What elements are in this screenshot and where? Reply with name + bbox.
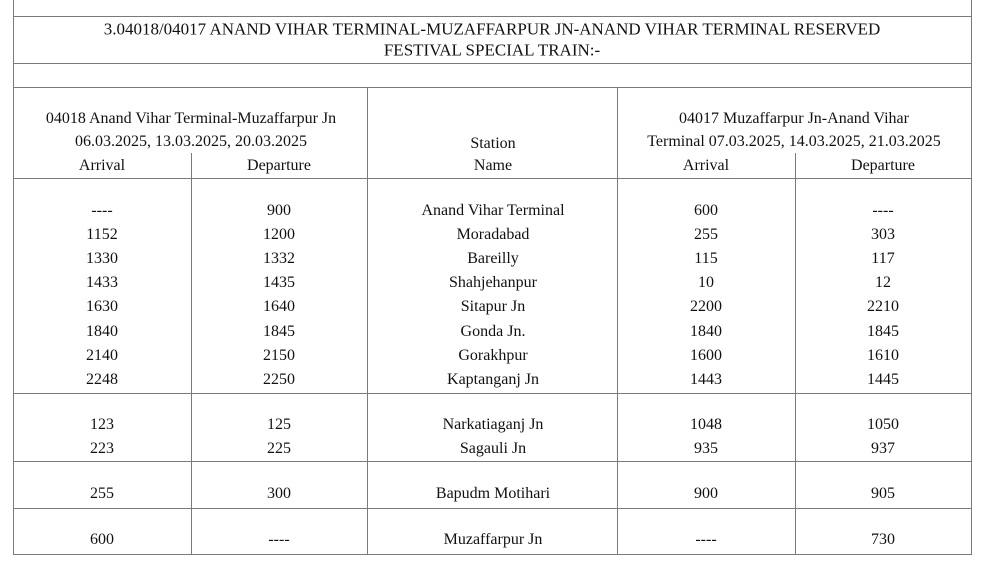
left-arrival-cell: 1630	[86, 298, 118, 315]
rule-spacer-bottom	[13, 87, 971, 88]
station-name-cell: Gonda Jn.	[460, 323, 526, 340]
left-arrival-cell: 2248	[86, 371, 118, 388]
station-name-cell: Bareilly	[467, 250, 519, 267]
right-arrival-cell: 115	[694, 250, 718, 267]
right-departure-cell: 2210	[867, 298, 899, 315]
rule-bottom	[13, 554, 971, 555]
title-line-1: 3.04018/04017 ANAND VIHAR TERMINAL-MUZAFFARPUR JN-ANAND VIHAR TERMINAL RESERVED	[103, 19, 881, 39]
right-arrival-cell: 255	[694, 226, 718, 243]
left-departure-cell: 300	[267, 485, 291, 502]
right-arrival-cell: 2200	[690, 298, 722, 315]
left-train-dates: 06.03.2025, 13.03.2025, 20.03.2025	[75, 133, 307, 150]
right-departure-cell: ----	[872, 202, 894, 219]
rule-top	[13, 16, 971, 17]
left-arrival-cell: 1152	[86, 226, 118, 243]
left-departure-header: Departure	[247, 157, 311, 174]
left-departure-cell: 225	[267, 440, 291, 457]
right-departure-cell: 12	[875, 274, 891, 291]
right-departure-cell: 730	[871, 531, 895, 548]
station-name-cell: Sagauli Jn	[459, 440, 527, 457]
left-arrival-cell: 255	[90, 485, 114, 502]
right-departure-cell: 1845	[867, 323, 899, 340]
right-departure-cell: 937	[871, 440, 895, 457]
left-arrival-cell: 600	[90, 531, 114, 548]
left-arrival-cell: 1330	[86, 250, 118, 267]
rule-header-bottom	[13, 178, 971, 179]
station-name-cell: Sitapur Jn	[460, 298, 526, 315]
right-arrival-cell: 935	[694, 440, 718, 457]
right-arrival-cell: 1840	[690, 323, 722, 340]
title-line-2: FESTIVAL SPECIAL TRAIN:-	[383, 40, 601, 60]
right-arrival-cell: 1443	[690, 371, 722, 388]
rule-title-bottom	[13, 63, 971, 64]
right-departure-cell: 117	[871, 250, 895, 267]
left-departure-cell: 125	[267, 416, 291, 433]
station-header-line-1: Station	[470, 135, 516, 152]
rule-right-train-edge	[617, 87, 618, 555]
right-arrival-cell: 1600	[690, 347, 722, 364]
rule-right-arr-dep	[795, 153, 796, 555]
right-departure-cell: 303	[871, 226, 895, 243]
right-arrival-cell: 10	[698, 274, 714, 291]
left-train-name: 04018 Anand Vihar Terminal-Muzaffarpur Jn	[45, 110, 337, 127]
left-departure-cell: 1200	[263, 226, 295, 243]
right-train-name: 04017 Muzaffarpur Jn-Anand Vihar	[679, 110, 909, 127]
left-departure-cell: ----	[268, 531, 290, 548]
rule-left-train-edge	[367, 87, 368, 555]
left-departure-cell: 1332	[263, 250, 295, 267]
station-name-cell: Shahjehanpur	[449, 274, 537, 291]
rule-left-edge	[13, 0, 14, 555]
station-name-cell: Muzaffarpur Jn	[443, 531, 543, 548]
rule-left-arr-dep	[191, 153, 192, 555]
right-arrival-header: Arrival	[682, 157, 730, 174]
right-departure-cell: 1050	[867, 416, 899, 433]
station-name-cell: Narkatiaganj Jn	[442, 416, 544, 433]
station-name-cell: Moradabad	[456, 226, 530, 243]
station-name-cell: Gorakhpur	[458, 347, 528, 364]
right-arrival-cell: 600	[694, 202, 718, 219]
station-name-cell: Anand Vihar Terminal	[421, 202, 565, 219]
left-arrival-cell: 1840	[86, 323, 118, 340]
left-arrival-cell: 1433	[86, 274, 118, 291]
station-name-cell: Kaptanganj Jn	[447, 371, 539, 388]
left-arrival-header: Arrival	[78, 157, 126, 174]
left-departure-cell: 2250	[263, 371, 295, 388]
right-train-dates: Terminal 07.03.2025, 14.03.2025, 21.03.2025	[647, 133, 941, 150]
left-arrival-cell: 223	[90, 440, 114, 457]
station-header-line-2: Name	[473, 157, 513, 174]
right-departure-cell: 1445	[867, 371, 899, 388]
right-arrival-cell: ----	[695, 531, 717, 548]
left-departure-cell: 1640	[263, 298, 295, 315]
left-departure-cell: 900	[267, 202, 291, 219]
right-departure-cell: 1610	[867, 347, 899, 364]
left-departure-cell: 1845	[263, 323, 295, 340]
left-arrival-cell: 2140	[86, 347, 118, 364]
left-arrival-cell: 123	[90, 416, 114, 433]
station-name-cell: Bapudm Motihari	[435, 485, 551, 502]
rule-row-group-1	[13, 393, 971, 394]
left-departure-cell: 1435	[263, 274, 295, 291]
right-departure-cell: 905	[871, 485, 895, 502]
right-arrival-cell: 1048	[690, 416, 722, 433]
left-arrival-cell: ----	[91, 202, 113, 219]
left-departure-cell: 2150	[263, 347, 295, 364]
rule-right-edge	[971, 0, 972, 555]
right-arrival-cell: 900	[694, 485, 718, 502]
rule-row-group-2	[13, 461, 971, 462]
rule-row-group-3	[13, 508, 971, 509]
right-departure-header: Departure	[851, 157, 915, 174]
